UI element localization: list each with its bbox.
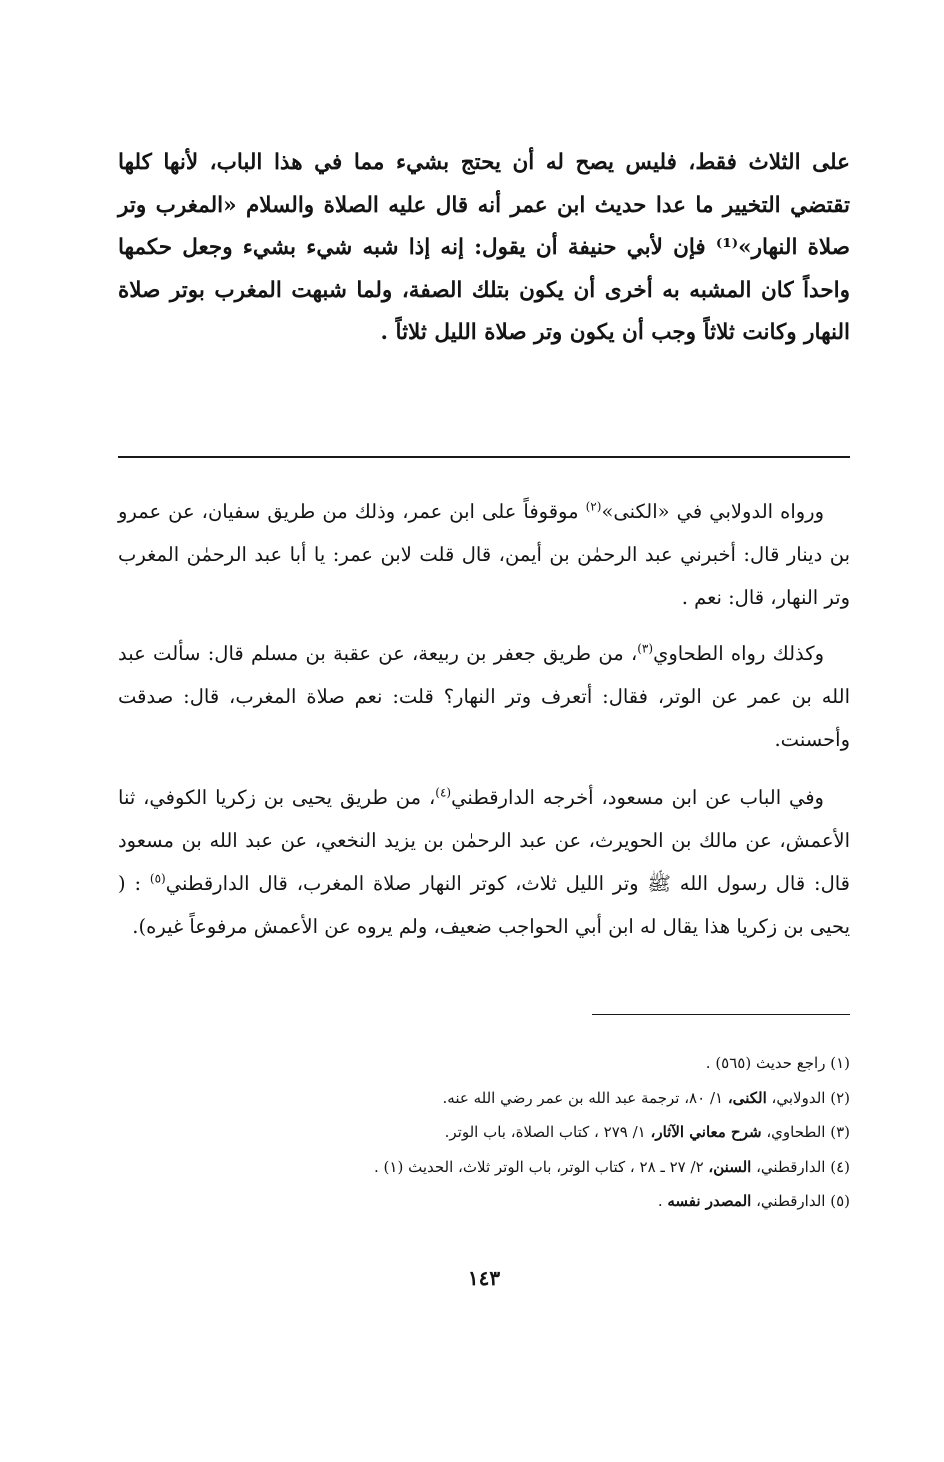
footnote-text: الطحاوي، [761, 1123, 831, 1141]
footnotes-list [118, 1046, 850, 1219]
footnote-text: ١/ ٨٠، ترجمة عبد الله بن عمر رضي الله عنه. [442, 1088, 728, 1107]
footnote-ref: (٥) [149, 871, 166, 886]
footnote-title: المصدر نفسه [667, 1192, 752, 1210]
footnote-text: الدولابي، [766, 1088, 831, 1107]
footnote-number: (٥) [830, 1192, 850, 1210]
footnote-number: (٤) [830, 1157, 850, 1176]
footnote-number: (٢) [830, 1088, 850, 1107]
hadith-text: ، من طريق جعفر بن ربيعة، عن عقبة بن مسلم قال: سألت عبد الله بن عمر عن الوتر، فقال: أتعرف وتر النهار؟ قلت: نعم صلاة المغرب، قال: صدقت وأحسنت. [118, 642, 850, 751]
page-number: ١٤٣ [467, 1266, 501, 1290]
footnote-number: (١) [830, 1054, 850, 1072]
hadith-text: وكذلك رواه الطحاوي [653, 642, 824, 665]
hadith-text: : ( يحيى بن زكريا هذا يقال له ابن أبي الحواجب ضعيف، ولم يروه عن الأعمش مرفوعاً غيره). [118, 872, 850, 938]
footnote-text: الدارقطني، [751, 1157, 831, 1176]
hadith-paragraph-2 [118, 632, 850, 761]
hadith-paragraph-1 [118, 490, 850, 619]
hadith-text: موقوفاً على ابن عمر، وذلك من طريق سفيان، عن عمرو بن دينار قال: أخبرني عبد الرحمٰن بن أيمن، قال قلت لابن عمر: يا أبا عبد الرحمٰن المغرب وتر النهار، قال: نعم . [118, 500, 850, 609]
footnote-ref: (٢) [585, 499, 602, 514]
hadith-paragraph-3 [118, 776, 850, 948]
footnote-number: (٣) [830, 1123, 850, 1141]
footnote-item [118, 1150, 850, 1185]
footnote-text: الدارقطني، [751, 1192, 831, 1210]
page [118, 0, 850, 1462]
footnote-item [118, 1115, 850, 1150]
hadith-text: ورواه الدولابي في «الكنى» [601, 500, 824, 523]
section-divider [118, 456, 850, 458]
footnote-item [118, 1081, 850, 1116]
footnote-item [118, 1046, 850, 1081]
footnote-title: شرح معاني الآثار، [650, 1123, 762, 1141]
footnote-text: راجع حديث (٥٦٥) . [705, 1054, 831, 1072]
footnote-title: السنن، [708, 1157, 752, 1176]
footnote-text: ٢/ ٢٧ ـ ٢٨ ، كتاب الوتر، باب الوتر ثلاث، الحديث (١) . [374, 1157, 709, 1176]
footnote-item [118, 1184, 850, 1219]
hadith-text: ، من طريق يحيى بن زكريا الكوفي، ثنا الأعمش، عن مالك بن الحويرث، عن عبد الرحمٰن بن يزيد النخعي، عن عبد الله بن مسعود قال: قال رسول الله ﷺ وتر الليل ثلاث، كوتر النهار صلاة المغرب، قال الدارقطني [118, 786, 850, 895]
footnote-text: . [657, 1192, 668, 1210]
hadith-text: وفي الباب عن ابن مسعود، أخرجه الدارقطني [451, 786, 824, 809]
footnote-title: الكنى، [727, 1088, 767, 1107]
footnote-ref: (٤) [435, 785, 452, 800]
footnote-rule [592, 1014, 850, 1015]
footnote-text: ١/ ٢٧٩ ، كتاب الصلاة، باب الوتر. [444, 1123, 651, 1141]
main-paragraph: على الثلاث فقط، فليس يصح له أن يحتج بشيء مما في هذا الباب، لأنها كلها تقتضي التخيير ما عدا حديث ابن عمر أنه قال عليه الصلاة والسلام «المغرب وتر صلاة النهار»⁽¹⁾ فإن لأبي حنيفة أن يقول: إنه إذا شبه شيء بشيء وجعل حكمها واحداً كان المشبه به أخرى أن يكون بتلك الصفة، ولما شبهت المغرب بوتر صلاة النهار وكانت ثلاثاً وجب أن يكون وتر صلاة الليل ثلاثاً . [118, 150, 851, 345]
main-text [118, 142, 850, 355]
footnote-ref: (٣) [637, 641, 654, 656]
